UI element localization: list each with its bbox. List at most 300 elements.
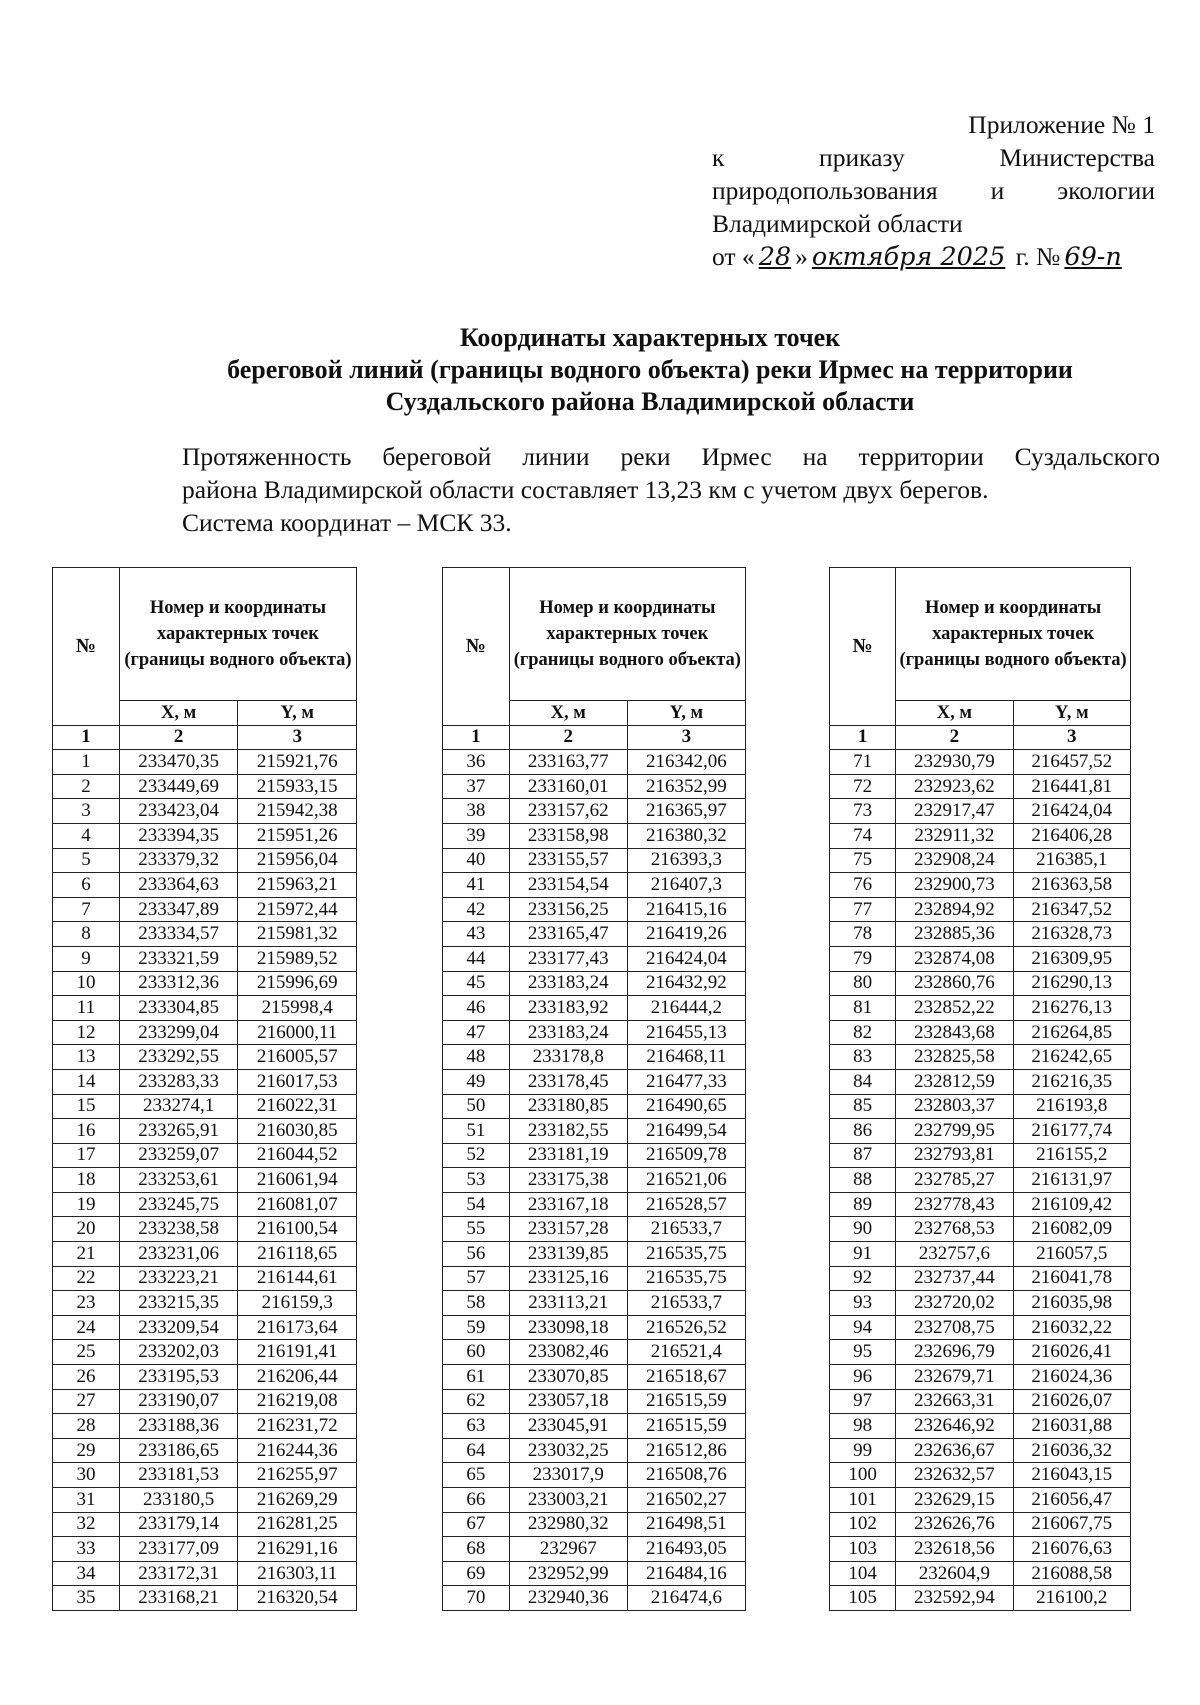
coord-x: 232785,27 — [896, 1168, 1013, 1193]
coord-x: 233178,45 — [509, 1069, 627, 1094]
point-number: 66 — [443, 1488, 510, 1513]
table-row — [53, 1168, 357, 1193]
table-row — [53, 1119, 357, 1144]
intro-line-3: Система координат – МСК 33. — [182, 508, 512, 537]
coord-x: 233334,57 — [119, 922, 238, 947]
header-y: Y, м — [238, 701, 357, 726]
point-number: 67 — [443, 1512, 510, 1537]
coord-x: 232911,32 — [896, 823, 1013, 848]
coord-x: 233195,53 — [119, 1365, 238, 1390]
point-number: 2 — [53, 774, 120, 799]
table-row — [830, 1315, 1131, 1340]
coord-x: 233177,43 — [509, 946, 627, 971]
table-row — [53, 1143, 357, 1168]
table-row — [443, 1168, 746, 1193]
coord-x: 233215,35 — [119, 1291, 238, 1316]
point-number: 41 — [443, 873, 510, 898]
coord-y: 216347,52 — [1013, 897, 1130, 922]
table-row — [53, 799, 357, 824]
coord-y: 216342,06 — [627, 750, 745, 775]
table-row — [830, 1365, 1131, 1390]
coord-y: 216291,16 — [238, 1537, 357, 1562]
header-number: № — [53, 568, 120, 726]
coord-y: 215981,32 — [238, 922, 357, 947]
table-row — [443, 1094, 746, 1119]
coord-x: 233181,19 — [509, 1143, 627, 1168]
coord-x: 232894,92 — [896, 897, 1013, 922]
coord-y: 216441,81 — [1013, 774, 1130, 799]
table-row — [53, 1488, 357, 1513]
coord-x: 232618,56 — [896, 1537, 1013, 1562]
coord-x: 233032,25 — [509, 1438, 627, 1463]
table-row — [443, 1438, 746, 1463]
table-row — [830, 1389, 1131, 1414]
appendix-block — [712, 108, 1155, 274]
appendix-date-line: от « 28 » октября 2025 г. № 69-п — [712, 240, 1155, 274]
table-row — [830, 1020, 1131, 1045]
coord-y: 216393,3 — [627, 848, 745, 873]
coord-y: 215956,04 — [238, 848, 357, 873]
coord-y: 216088,58 — [1013, 1561, 1130, 1586]
coord-y: 216031,88 — [1013, 1414, 1130, 1439]
coord-y: 216309,95 — [1013, 946, 1130, 971]
point-number: 51 — [443, 1119, 510, 1144]
coord-y: 216490,65 — [627, 1094, 745, 1119]
header-col-2: 2 — [119, 725, 238, 750]
coord-y: 216131,97 — [1013, 1168, 1130, 1193]
table-row — [53, 1414, 357, 1439]
point-number: 21 — [53, 1242, 120, 1267]
coord-x: 232900,73 — [896, 873, 1013, 898]
header-x: X, м — [509, 701, 627, 726]
coord-x: 233299,04 — [119, 1020, 238, 1045]
table-row — [443, 1020, 746, 1045]
point-number: 61 — [443, 1365, 510, 1390]
coord-y: 216026,41 — [1013, 1340, 1130, 1365]
coord-y: 216100,54 — [238, 1217, 357, 1242]
coord-x: 233202,03 — [119, 1340, 238, 1365]
header-col-1: 1 — [53, 725, 120, 750]
point-number: 68 — [443, 1537, 510, 1562]
point-number: 78 — [830, 922, 896, 947]
coord-y: 216155,2 — [1013, 1143, 1130, 1168]
coord-x: 232852,22 — [896, 996, 1013, 1021]
coord-y: 216515,59 — [627, 1414, 745, 1439]
coord-x: 233292,55 — [119, 1045, 238, 1070]
coord-y: 216231,72 — [238, 1414, 357, 1439]
point-number: 55 — [443, 1217, 510, 1242]
coord-y: 215989,52 — [238, 946, 357, 971]
coord-x: 233168,21 — [119, 1586, 238, 1611]
coord-x: 232737,44 — [896, 1266, 1013, 1291]
point-number: 86 — [830, 1119, 896, 1144]
coord-y: 216242,65 — [1013, 1045, 1130, 1070]
table-row — [830, 1094, 1131, 1119]
point-number: 60 — [443, 1340, 510, 1365]
table-row — [443, 1143, 746, 1168]
table-row — [830, 1340, 1131, 1365]
point-number: 100 — [830, 1463, 896, 1488]
coord-x: 233223,21 — [119, 1266, 238, 1291]
coord-x: 232679,71 — [896, 1365, 1013, 1390]
coord-x: 233259,07 — [119, 1143, 238, 1168]
point-number: 85 — [830, 1094, 896, 1119]
table-row — [443, 1537, 746, 1562]
coord-y: 216032,22 — [1013, 1315, 1130, 1340]
coord-y: 216017,53 — [238, 1069, 357, 1094]
table-row — [53, 823, 357, 848]
coord-x: 233125,16 — [509, 1266, 627, 1291]
table-row — [53, 873, 357, 898]
table-row — [53, 1192, 357, 1217]
point-number: 6 — [53, 873, 120, 898]
coord-x: 233182,55 — [509, 1119, 627, 1144]
coord-y: 216082,09 — [1013, 1217, 1130, 1242]
coord-y: 216509,78 — [627, 1143, 745, 1168]
table-row — [53, 1094, 357, 1119]
point-number: 102 — [830, 1512, 896, 1537]
coord-x: 232720,02 — [896, 1291, 1013, 1316]
point-number: 82 — [830, 1020, 896, 1045]
coord-y: 216424,04 — [627, 946, 745, 971]
coord-x: 233379,32 — [119, 848, 238, 873]
table-row — [53, 946, 357, 971]
title-line-1: Координаты характерных точек — [459, 323, 841, 352]
coord-x: 232885,36 — [896, 922, 1013, 947]
table-row — [830, 1438, 1131, 1463]
point-number: 104 — [830, 1561, 896, 1586]
header-x: X, м — [119, 701, 238, 726]
coord-x: 233470,35 — [119, 750, 238, 775]
point-number: 63 — [443, 1414, 510, 1439]
coord-y: 216457,52 — [1013, 750, 1130, 775]
table-row — [53, 774, 357, 799]
point-number: 58 — [443, 1291, 510, 1316]
table-row — [53, 1512, 357, 1537]
coord-x: 233098,18 — [509, 1315, 627, 1340]
table-row — [53, 1020, 357, 1045]
table-row — [53, 1389, 357, 1414]
point-number: 7 — [53, 897, 120, 922]
coord-y: 216363,58 — [1013, 873, 1130, 898]
table-row — [443, 1217, 746, 1242]
coord-x: 233274,1 — [119, 1094, 238, 1119]
point-number: 14 — [53, 1069, 120, 1094]
point-number: 70 — [443, 1586, 510, 1611]
table-row — [830, 1512, 1131, 1537]
table-row — [830, 873, 1131, 898]
table-row — [443, 1488, 746, 1513]
coord-x: 232908,24 — [896, 848, 1013, 873]
coord-y: 216057,5 — [1013, 1242, 1130, 1267]
point-number: 72 — [830, 774, 896, 799]
coord-x: 232967 — [509, 1537, 627, 1562]
coord-y: 216424,04 — [1013, 799, 1130, 824]
point-number: 45 — [443, 971, 510, 996]
point-number: 32 — [53, 1512, 120, 1537]
table-row — [53, 750, 357, 775]
coord-x: 232632,57 — [896, 1463, 1013, 1488]
header-x: X, м — [896, 701, 1013, 726]
coord-x: 233181,53 — [119, 1463, 238, 1488]
coord-x: 232793,81 — [896, 1143, 1013, 1168]
coord-y: 215942,38 — [238, 799, 357, 824]
coord-y: 216526,52 — [627, 1315, 745, 1340]
table-row — [443, 1266, 746, 1291]
coord-y: 216535,75 — [627, 1242, 745, 1267]
coord-y: 216406,28 — [1013, 823, 1130, 848]
point-number: 18 — [53, 1168, 120, 1193]
coord-y: 216244,36 — [238, 1438, 357, 1463]
table-row — [830, 1069, 1131, 1094]
coord-x: 233179,14 — [119, 1512, 238, 1537]
coord-x: 233158,98 — [509, 823, 627, 848]
table-row — [443, 1340, 746, 1365]
coord-x: 232696,79 — [896, 1340, 1013, 1365]
header-col-1: 1 — [830, 725, 896, 750]
table-row — [830, 848, 1131, 873]
coord-x: 232812,59 — [896, 1069, 1013, 1094]
coord-x: 232860,76 — [896, 971, 1013, 996]
coord-y: 216036,32 — [1013, 1438, 1130, 1463]
point-number: 95 — [830, 1340, 896, 1365]
coord-x: 233183,92 — [509, 996, 627, 1021]
coord-y: 216484,16 — [627, 1561, 745, 1586]
coord-x: 233186,65 — [119, 1438, 238, 1463]
point-number: 103 — [830, 1537, 896, 1562]
point-number: 22 — [53, 1266, 120, 1291]
coord-y: 216328,73 — [1013, 922, 1130, 947]
point-number: 26 — [53, 1365, 120, 1390]
coord-y: 216477,33 — [627, 1069, 745, 1094]
point-number: 97 — [830, 1389, 896, 1414]
coord-x: 233139,85 — [509, 1242, 627, 1267]
table-row — [830, 1463, 1131, 1488]
point-number: 48 — [443, 1045, 510, 1070]
table-row — [443, 1119, 746, 1144]
point-number: 96 — [830, 1365, 896, 1390]
coord-x: 232917,47 — [896, 799, 1013, 824]
table-row — [830, 922, 1131, 947]
coord-y: 216455,13 — [627, 1020, 745, 1045]
coord-x: 233160,01 — [509, 774, 627, 799]
point-number: 25 — [53, 1340, 120, 1365]
coord-y: 216365,97 — [627, 799, 745, 824]
point-number: 5 — [53, 848, 120, 873]
table-row — [830, 897, 1131, 922]
coord-x: 232952,99 — [509, 1561, 627, 1586]
coord-y: 216407,3 — [627, 873, 745, 898]
point-number: 64 — [443, 1438, 510, 1463]
coord-x: 232646,92 — [896, 1414, 1013, 1439]
coord-x: 233154,54 — [509, 873, 627, 898]
point-number: 87 — [830, 1143, 896, 1168]
point-number: 49 — [443, 1069, 510, 1094]
point-number: 34 — [53, 1561, 120, 1586]
point-number: 98 — [830, 1414, 896, 1439]
table-row — [830, 1192, 1131, 1217]
table-row — [53, 996, 357, 1021]
point-number: 4 — [53, 823, 120, 848]
coord-x: 233449,69 — [119, 774, 238, 799]
point-number: 43 — [443, 922, 510, 947]
point-number: 40 — [443, 848, 510, 873]
coord-y: 216193,8 — [1013, 1094, 1130, 1119]
table-row — [443, 750, 746, 775]
point-number: 46 — [443, 996, 510, 1021]
point-number: 92 — [830, 1266, 896, 1291]
coord-x: 233156,25 — [509, 897, 627, 922]
table-row — [53, 897, 357, 922]
point-number: 90 — [830, 1217, 896, 1242]
coord-y: 216352,99 — [627, 774, 745, 799]
appendix-title: Приложение № 1 — [968, 110, 1155, 139]
coord-x: 232930,79 — [896, 750, 1013, 775]
coord-y: 216024,36 — [1013, 1365, 1130, 1390]
coord-x: 233180,5 — [119, 1488, 238, 1513]
point-number: 19 — [53, 1192, 120, 1217]
handwritten-order-number: 69-п — [1064, 242, 1122, 272]
point-number: 54 — [443, 1192, 510, 1217]
table-row — [443, 1414, 746, 1439]
coord-y: 216159,3 — [238, 1291, 357, 1316]
point-number: 38 — [443, 799, 510, 824]
coord-x: 233017,9 — [509, 1463, 627, 1488]
coord-y: 216100,2 — [1013, 1586, 1130, 1611]
coord-x: 232663,31 — [896, 1389, 1013, 1414]
table-row — [830, 1119, 1131, 1144]
table-row — [830, 1168, 1131, 1193]
point-number: 77 — [830, 897, 896, 922]
coord-y: 216044,52 — [238, 1143, 357, 1168]
table-row — [53, 922, 357, 947]
table-row — [443, 922, 746, 947]
coord-x: 232626,76 — [896, 1512, 1013, 1537]
point-number: 89 — [830, 1192, 896, 1217]
point-number: 83 — [830, 1045, 896, 1070]
table-row — [830, 971, 1131, 996]
coord-y: 216521,4 — [627, 1340, 745, 1365]
handwritten-day: 28 — [758, 242, 792, 272]
table-row — [53, 1045, 357, 1070]
coord-y: 216109,42 — [1013, 1192, 1130, 1217]
table-row — [830, 1143, 1131, 1168]
coord-x: 233175,38 — [509, 1168, 627, 1193]
coord-x: 233177,09 — [119, 1537, 238, 1562]
coord-y: 216067,75 — [1013, 1512, 1130, 1537]
coord-y: 216432,92 — [627, 971, 745, 996]
coord-y: 216521,06 — [627, 1168, 745, 1193]
coord-x: 233163,77 — [509, 750, 627, 775]
point-number: 12 — [53, 1020, 120, 1045]
table-row — [53, 971, 357, 996]
coord-y: 216041,78 — [1013, 1266, 1130, 1291]
coord-y: 216518,67 — [627, 1365, 745, 1390]
table-row — [443, 1242, 746, 1267]
coord-x: 233057,18 — [509, 1389, 627, 1414]
coord-y: 216118,65 — [238, 1242, 357, 1267]
coord-y: 216264,85 — [1013, 1020, 1130, 1045]
table-row — [830, 774, 1131, 799]
table-row — [443, 1365, 746, 1390]
coord-x: 232940,36 — [509, 1586, 627, 1611]
header-y: Y, м — [1013, 701, 1130, 726]
point-number: 33 — [53, 1537, 120, 1562]
coord-y: 216076,63 — [1013, 1537, 1130, 1562]
coord-y: 216255,97 — [238, 1463, 357, 1488]
table-row — [443, 1291, 746, 1316]
point-number: 93 — [830, 1291, 896, 1316]
coord-x: 233157,62 — [509, 799, 627, 824]
handwritten-month-year: октября 2025 — [811, 242, 1006, 272]
coord-y: 216144,61 — [238, 1266, 357, 1291]
coord-y: 215972,44 — [238, 897, 357, 922]
table-row — [53, 1069, 357, 1094]
coord-x: 233167,18 — [509, 1192, 627, 1217]
point-number: 105 — [830, 1586, 896, 1611]
coord-x: 233155,57 — [509, 848, 627, 873]
coord-x: 232768,53 — [896, 1217, 1013, 1242]
coord-x: 232799,95 — [896, 1119, 1013, 1144]
coord-x: 232778,43 — [896, 1192, 1013, 1217]
table-row — [53, 1340, 357, 1365]
table-row — [53, 1537, 357, 1562]
point-number: 57 — [443, 1266, 510, 1291]
coord-y: 216191,41 — [238, 1340, 357, 1365]
point-number: 27 — [53, 1389, 120, 1414]
table-row — [830, 1266, 1131, 1291]
coord-x: 233165,47 — [509, 922, 627, 947]
coord-y: 216444,2 — [627, 996, 745, 1021]
table-row — [443, 897, 746, 922]
point-number: 65 — [443, 1463, 510, 1488]
point-number: 91 — [830, 1242, 896, 1267]
point-number: 62 — [443, 1389, 510, 1414]
table-row — [443, 873, 746, 898]
coord-x: 232629,15 — [896, 1488, 1013, 1513]
coord-y: 216508,76 — [627, 1463, 745, 1488]
table-row — [53, 1463, 357, 1488]
point-number: 88 — [830, 1168, 896, 1193]
coord-y: 216035,98 — [1013, 1291, 1130, 1316]
point-number: 75 — [830, 848, 896, 873]
table-row — [53, 1438, 357, 1463]
coord-y: 216499,54 — [627, 1119, 745, 1144]
coordinates-table-3 — [829, 567, 1131, 1611]
coord-x: 233304,85 — [119, 996, 238, 1021]
coord-x: 233157,28 — [509, 1217, 627, 1242]
table-row — [443, 971, 746, 996]
coord-y: 216276,13 — [1013, 996, 1130, 1021]
coord-y: 216533,7 — [627, 1217, 745, 1242]
table-row — [443, 1389, 746, 1414]
coord-y: 216281,25 — [238, 1512, 357, 1537]
coord-x: 233253,61 — [119, 1168, 238, 1193]
table-row — [830, 1561, 1131, 1586]
header-number: № — [443, 568, 510, 726]
table-row — [443, 1586, 746, 1611]
table-row — [830, 1586, 1131, 1611]
table-row — [443, 1192, 746, 1217]
point-number: 28 — [53, 1414, 120, 1439]
point-number: 16 — [53, 1119, 120, 1144]
coord-y: 216385,1 — [1013, 848, 1130, 873]
coord-x: 232803,37 — [896, 1094, 1013, 1119]
appendix-ministry-line: природопользования и экологии — [712, 176, 1155, 205]
coord-x: 233183,24 — [509, 1020, 627, 1045]
table-row — [830, 1537, 1131, 1562]
point-number: 76 — [830, 873, 896, 898]
